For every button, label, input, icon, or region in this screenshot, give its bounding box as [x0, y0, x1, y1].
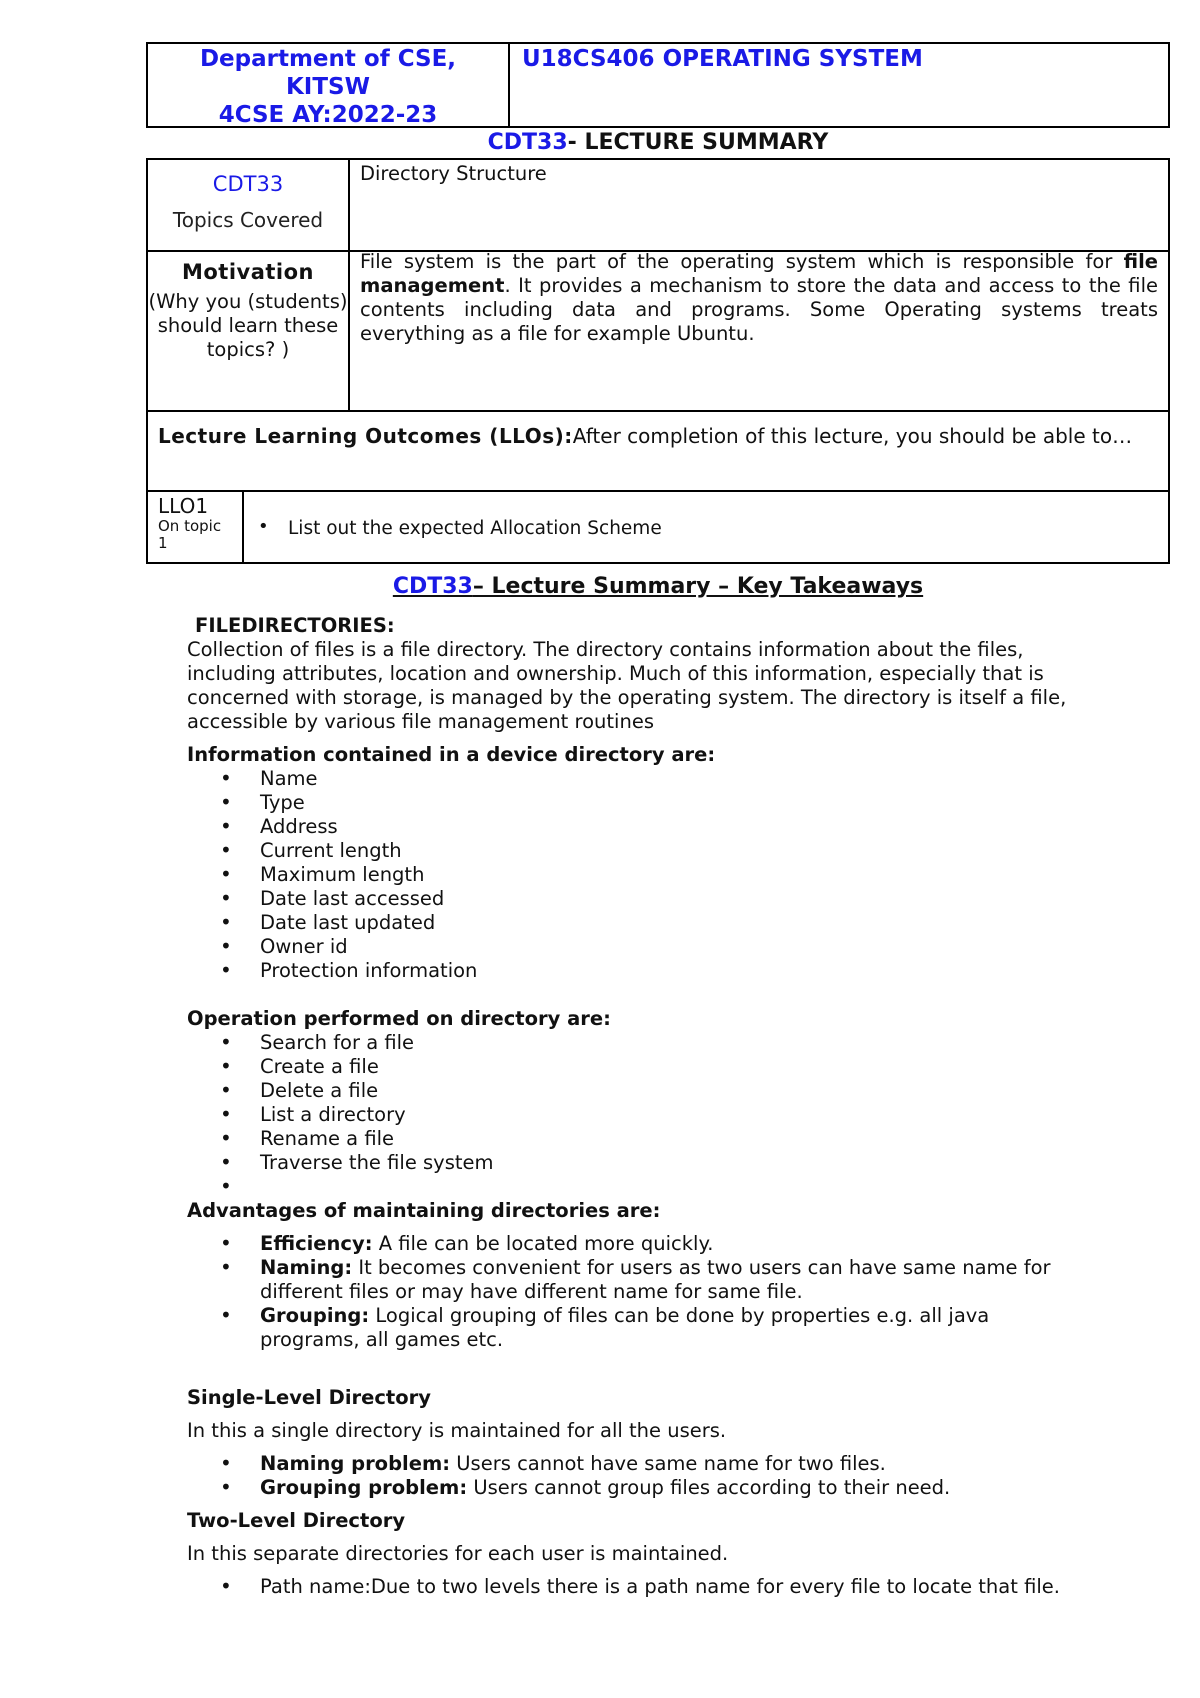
llo-heading-bold: Lecture Learning Outcomes (LLOs): — [158, 424, 573, 448]
key-takeaways-content — [187, 614, 1067, 1599]
list-item: • Maximum length — [187, 863, 1067, 887]
list-item: • Address — [187, 815, 1067, 839]
list-item: • Rename a file — [187, 1127, 1067, 1151]
problem-text: Users cannot have same name for two files. — [450, 1452, 886, 1475]
llo-heading-rest: After completion of this lecture, you should be able to… — [572, 424, 1133, 448]
info-list — [187, 767, 1067, 983]
key-takeaways-label: – Lecture Summary – Key Takeaways — [472, 574, 924, 599]
lecture-summary-table — [146, 158, 1170, 564]
list-item: • Type — [187, 791, 1067, 815]
list-item: • List a directory — [187, 1103, 1067, 1127]
llo-heading — [148, 412, 1168, 461]
list-item — [187, 1452, 1067, 1476]
single-level-title: Single-Level Directory — [187, 1386, 431, 1409]
motivation-text-b: . It provides a mechanism to store the data and access to the file contents including data and programs. Some Operating systems treats everything as a file for example Ubuntu. — [360, 274, 1158, 345]
list-item: • Current length — [187, 839, 1067, 863]
problem-label: Grouping problem: — [260, 1476, 468, 1499]
lecture-summary-title — [146, 129, 1170, 157]
list-item: • Search for a file — [187, 1031, 1067, 1055]
list-item: • Create a file — [187, 1055, 1067, 1079]
list-item — [187, 1256, 1067, 1304]
institute-name: KITSW — [285, 74, 370, 100]
topics-label-cell — [148, 160, 350, 250]
key-takeaways-title — [146, 574, 1170, 599]
list-item: • Delete a file — [187, 1079, 1067, 1103]
problem-text: Users cannot group files according to their need. — [467, 1476, 951, 1499]
llo1-name: LLO1 — [158, 494, 209, 518]
single-level-text: In this a single directory is maintained for all the users. — [187, 1419, 727, 1442]
llo1-item: • List out the expected Allocation Scheme — [288, 518, 662, 539]
motivation-subheading: (Why you (students) should learn these topics? ) — [148, 290, 348, 361]
list-item — [187, 1476, 1067, 1500]
motivation-text — [350, 250, 1168, 348]
single-level-list — [187, 1452, 1067, 1500]
list-item-empty — [187, 1175, 1067, 1199]
list-item: • Path name:Due to two levels there is a path name for every file to locate that file. — [187, 1575, 1067, 1599]
list-item: • Owner id — [187, 935, 1067, 959]
file-directories-text: Collection of files is a file directory. The directory contains information about the files, including attributes, location and ownership. Much of this information, especially that is concerned with storage, is managed by the operating system. The directory is itself a file, accessible by various file management routines — [187, 638, 1067, 733]
summary-label: - LECTURE SUMMARY — [567, 130, 829, 155]
advantage-text: It becomes convenient for users as two users can have same name for different files or may have different name for same file. — [260, 1256, 1051, 1303]
motivation-text-bold: file management — [360, 250, 1158, 297]
operations-list — [187, 1031, 1067, 1199]
header-table — [146, 42, 1170, 128]
motivation-row — [148, 250, 1168, 412]
llo-heading-row — [148, 412, 1168, 492]
info-section-title: Information contained in a device directory are: — [187, 743, 716, 766]
department-cell — [148, 44, 510, 126]
list-item: • Date last accessed — [187, 887, 1067, 911]
motivation-label-cell — [148, 250, 350, 410]
list-item: • Date last updated — [187, 911, 1067, 935]
list-item: • Traverse the file system — [187, 1151, 1067, 1175]
advantage-label: Naming: — [260, 1256, 353, 1279]
summary-code: CDT33 — [487, 130, 568, 155]
two-level-text: In this separate directories for each user is maintained. — [187, 1542, 729, 1565]
topics-value: Directory Structure — [360, 162, 547, 185]
key-takeaways-code: CDT33 — [392, 574, 473, 599]
list-item — [187, 1304, 1067, 1352]
topics-row — [148, 160, 1168, 252]
advantage-text: Logical grouping of files can be done by properties e.g. all java programs, all games etc. — [260, 1304, 990, 1351]
two-level-title: Two-Level Directory — [187, 1509, 406, 1532]
operations-section-title: Operation performed on directory are: — [187, 1007, 611, 1030]
department-name: Department of CSE, — [199, 46, 457, 72]
problem-label: Naming problem: — [260, 1452, 451, 1475]
motivation-heading: Motivation — [181, 260, 315, 284]
motivation-text-a: File system is the part of the operating system which is responsible for — [360, 250, 1124, 273]
list-item — [187, 1232, 1067, 1256]
topics-covered-label: Topics Covered — [172, 208, 324, 232]
advantage-label: Grouping: — [260, 1304, 370, 1327]
advantages-section-title: Advantages of maintaining directories are: — [187, 1199, 661, 1222]
two-level-list — [187, 1575, 1067, 1599]
course-title: U18CS406 OPERATING SYSTEM — [522, 46, 923, 72]
list-item: • Name — [187, 767, 1067, 791]
llo1-label-cell — [148, 492, 244, 564]
advantage-label: Efficiency: — [260, 1232, 373, 1255]
academic-year: 4CSE AY:2022-23 — [218, 102, 438, 128]
topic-code: CDT33 — [212, 172, 284, 196]
advantage-text: A file can be located more quickly. — [372, 1232, 714, 1255]
llo1-row — [148, 492, 1168, 564]
llo1-subtitle: On topic 1 — [158, 517, 222, 552]
list-item: • Protection information — [187, 959, 1067, 983]
advantages-list — [187, 1232, 1067, 1352]
file-directories-title: FILEDIRECTORIES: — [195, 614, 395, 637]
